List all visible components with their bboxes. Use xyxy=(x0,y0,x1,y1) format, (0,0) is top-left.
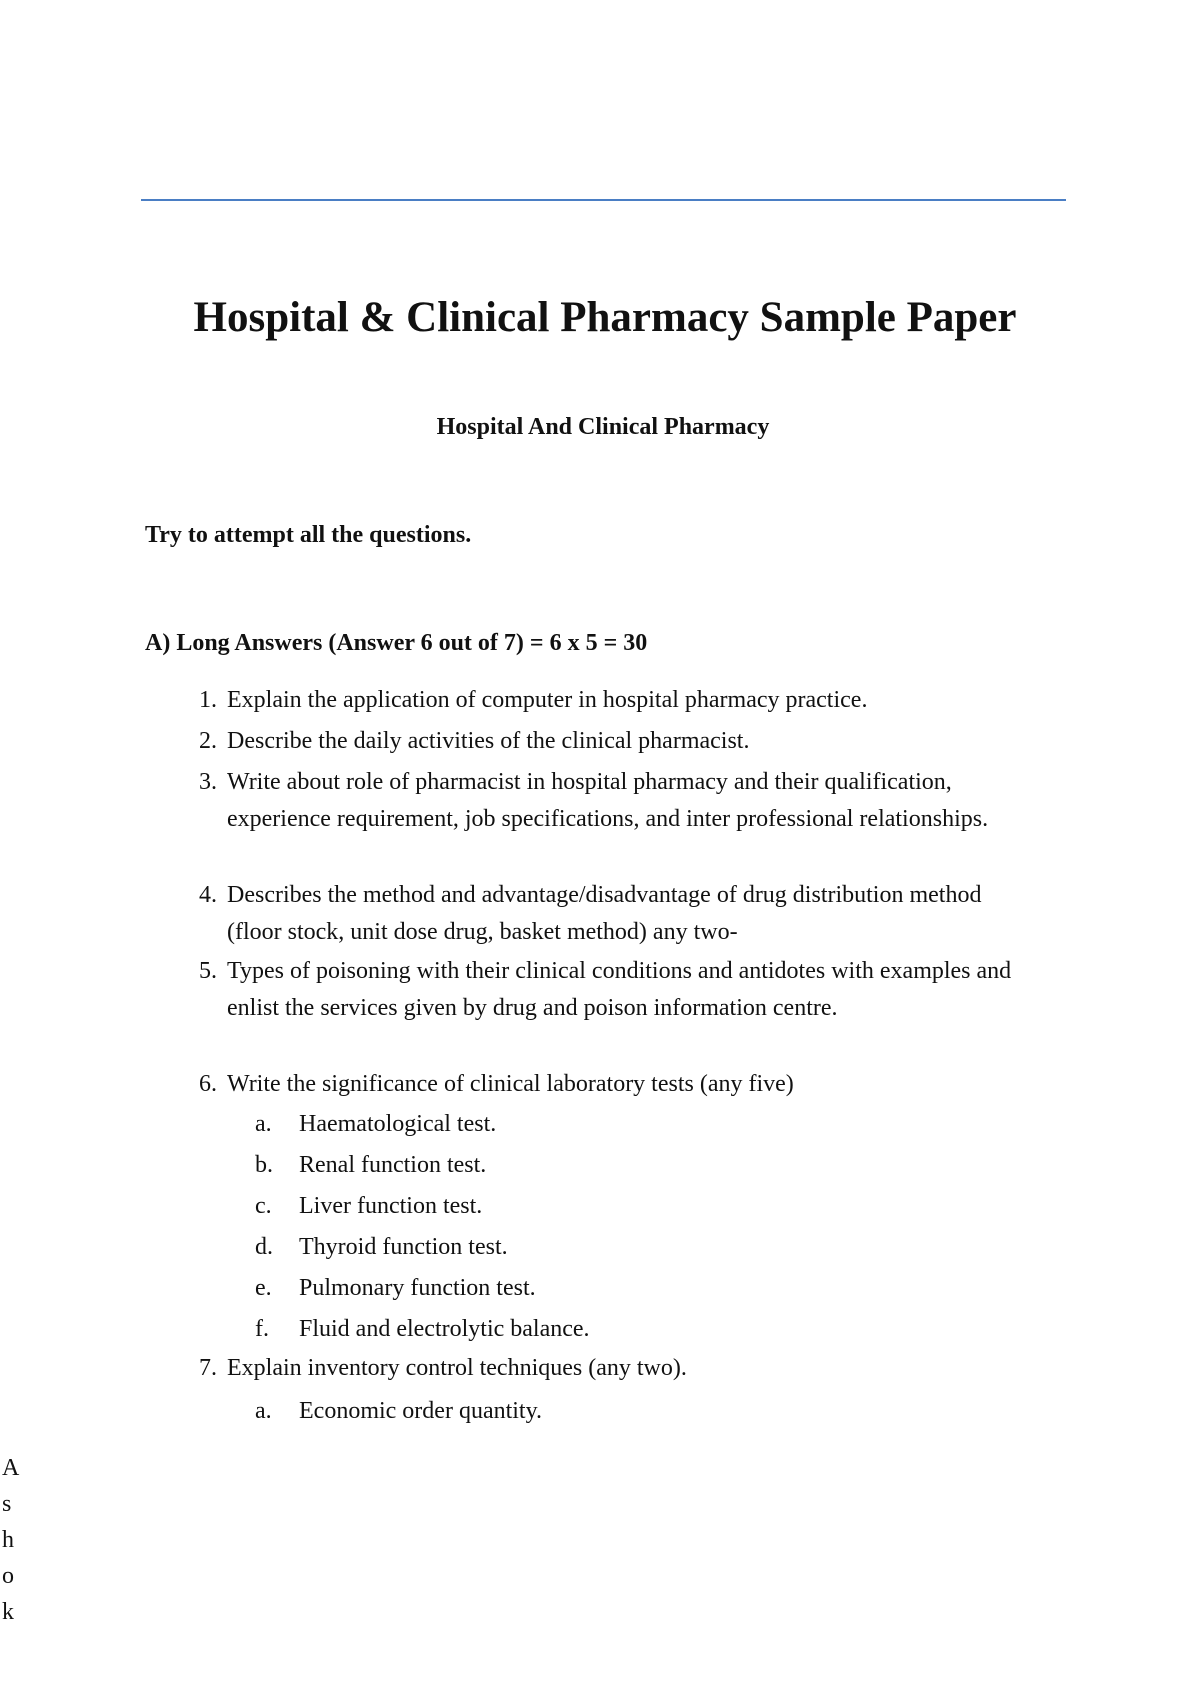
instructions-text: Try to attempt all the questions. xyxy=(145,522,472,548)
question-item xyxy=(175,1066,1027,1103)
sub-item-text: Fluid and electrolytic balance. xyxy=(299,1316,590,1342)
side-vertical-text: Ashok xyxy=(2,1455,20,1625)
sub-item xyxy=(255,1396,542,1426)
sub-item-letter: d. xyxy=(255,1234,273,1260)
sub-item xyxy=(255,1232,508,1262)
question-item xyxy=(175,1350,1027,1387)
question-number: 7. xyxy=(199,1355,217,1381)
question-number: 5. xyxy=(199,958,217,984)
document-title: Hospital & Clinical Pharmacy Sample Paper xyxy=(193,294,1017,341)
sub-item xyxy=(255,1191,482,1221)
sub-item-text: Renal function test. xyxy=(299,1152,487,1178)
question-item xyxy=(175,764,1027,838)
sub-item-letter: a. xyxy=(255,1111,272,1137)
document-subtitle: Hospital And Clinical Pharmacy xyxy=(436,414,770,440)
question-text: Explain inventory control techniques (any two). xyxy=(227,1355,687,1381)
question-text: Describes the method and advantage/disadvantage of drug distribution method (floor stock, unit dose drug, basket method) any two- xyxy=(227,882,982,945)
question-number: 2. xyxy=(199,728,217,754)
question-number: 1. xyxy=(199,687,217,713)
sub-item-letter: e. xyxy=(255,1275,272,1301)
question-text: Write about role of pharmacist in hospital pharmacy and their qualification, experience requirement, job specifications, and inter professional relationships. xyxy=(227,769,989,832)
question-text: Explain the application of computer in hospital pharmacy practice. xyxy=(227,687,868,713)
sub-item-text: Pulmonary function test. xyxy=(299,1275,536,1301)
question-text: Describe the daily activities of the clinical pharmacist. xyxy=(227,728,750,754)
sub-item-text: Liver function test. xyxy=(299,1193,483,1219)
sub-item-letter: a. xyxy=(255,1398,272,1424)
header-rule xyxy=(141,199,1066,201)
sub-item xyxy=(255,1314,590,1344)
question-text: Types of poisoning with their clinical conditions and antidotes with examples and enlist the services given by drug and poison information centre. xyxy=(227,958,1012,1021)
sub-item-text: Economic order quantity. xyxy=(299,1398,543,1424)
sub-item-letter: c. xyxy=(255,1193,272,1219)
question-text: Write the significance of clinical laboratory tests (any five) xyxy=(227,1071,794,1097)
sub-item-text: Thyroid function test. xyxy=(299,1234,508,1260)
sub-item-letter: f. xyxy=(255,1316,269,1342)
question-number: 3. xyxy=(199,769,217,795)
question-item xyxy=(175,723,1027,760)
question-number: 4. xyxy=(199,882,217,908)
sub-item-text: Haematological test. xyxy=(299,1111,497,1137)
sub-item xyxy=(255,1150,486,1180)
question-item xyxy=(175,682,1027,719)
question-item xyxy=(175,877,1027,951)
sub-item-letter: b. xyxy=(255,1152,273,1178)
sub-item xyxy=(255,1109,496,1139)
question-item xyxy=(175,953,1027,1027)
section-a-heading: A) Long Answers (Answer 6 out of 7) = 6 x 5 = 30 xyxy=(145,630,648,656)
sub-item xyxy=(255,1273,536,1303)
question-number: 6. xyxy=(199,1071,217,1097)
